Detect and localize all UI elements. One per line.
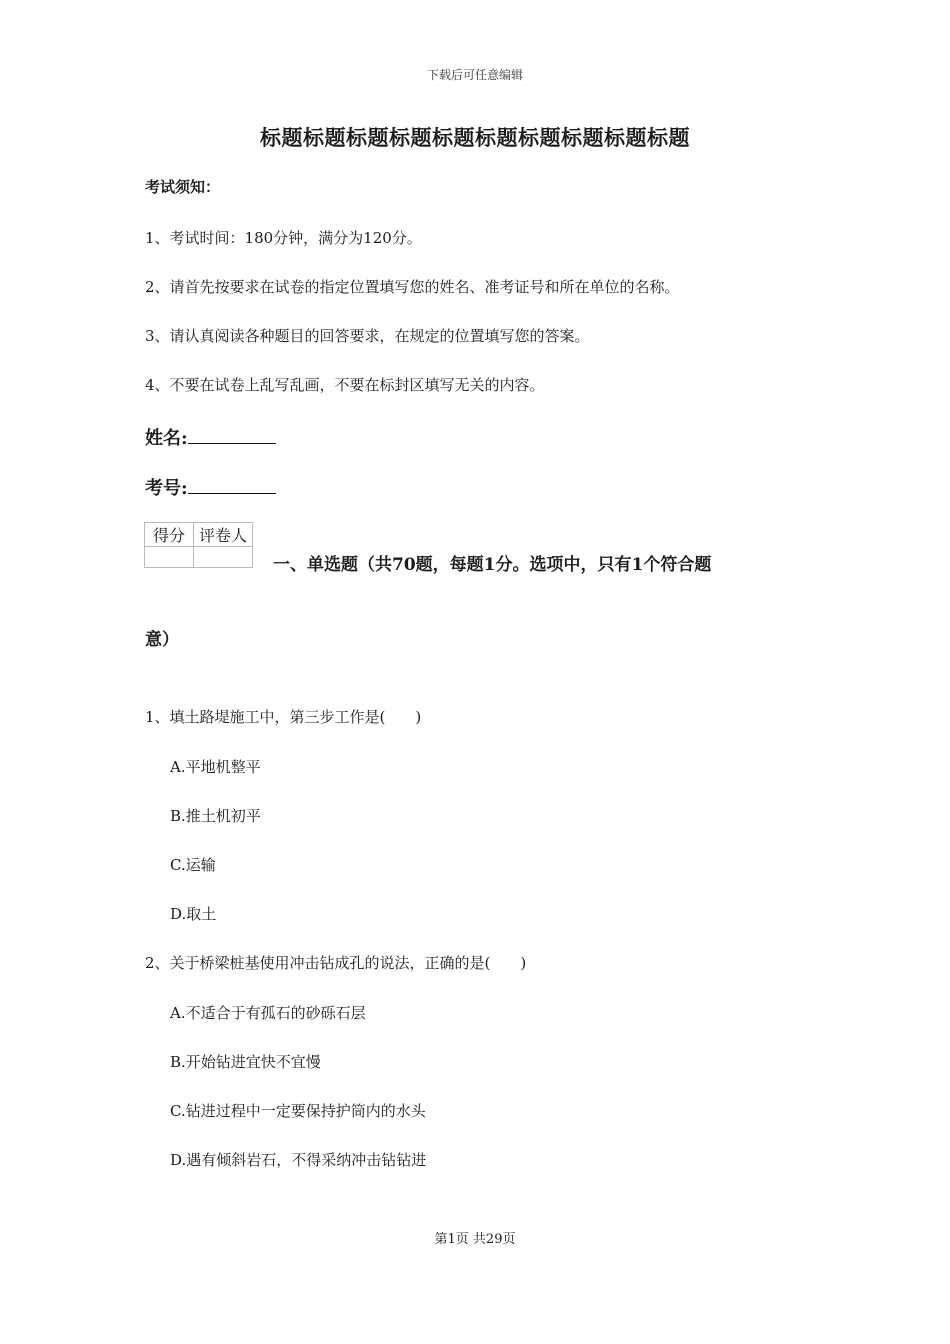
name-blank-line[interactable] [188, 425, 276, 444]
question-option: B.开始钻进宜快不宜慢 [170, 1053, 321, 1071]
notice-item: 3、请认真阅读各种题目的回答要求，在规定的位置填写您的答案。 [145, 327, 590, 345]
name-label: 姓名: [145, 428, 188, 449]
question-option: D.遇有倾斜岩石，不得采纳冲击钻钻进 [170, 1151, 427, 1169]
question-option: A.不适合于有孤石的砂砾石层 [170, 1004, 366, 1022]
score-cell [145, 547, 194, 568]
section-title: 一、单选题（共70题，每题1分。选项中，只有1个符合题 [273, 555, 712, 575]
notice-item: 2、请首先按要求在试卷的指定位置填写您的姓名、准考证号和所在单位的名称。 [145, 278, 680, 296]
section-title-continued: 意） [145, 630, 179, 650]
id-blank-line[interactable] [188, 475, 276, 494]
name-field-row [145, 424, 276, 450]
question-option: C.运输 [170, 856, 216, 874]
question-stem: 1、填土路堤施工中，第三步工作是( ) [145, 708, 422, 726]
document-title: 标题标题标题标题标题标题标题标题标题标题 [260, 125, 690, 150]
notice-item: 1、考试时间：180分钟，满分为120分。 [145, 229, 422, 247]
question-option: D.取土 [170, 905, 217, 923]
question-option: B.推土机初平 [170, 807, 261, 825]
page-footer: 第1页 共29页 [434, 1232, 516, 1247]
grader-header: 评卷人 [194, 523, 253, 547]
grader-cell [194, 547, 253, 568]
question-option: A.平地机整平 [170, 758, 261, 776]
header-note: 下载后可任意编辑 [426, 68, 523, 82]
notice-heading: 考试须知： [145, 178, 221, 196]
id-label: 考号: [145, 478, 188, 499]
question-option: C.钻进过程中一定要保持护筒内的水头 [170, 1102, 426, 1120]
id-field-row [145, 474, 276, 500]
question-stem: 2、关于桥梁桩基使用冲击钻成孔的说法，正确的是( ) [145, 954, 527, 972]
notice-item: 4、不要在试卷上乱写乱画，不要在标封区填写无关的内容。 [145, 376, 545, 394]
score-table [144, 522, 253, 568]
score-header: 得分 [145, 523, 194, 547]
